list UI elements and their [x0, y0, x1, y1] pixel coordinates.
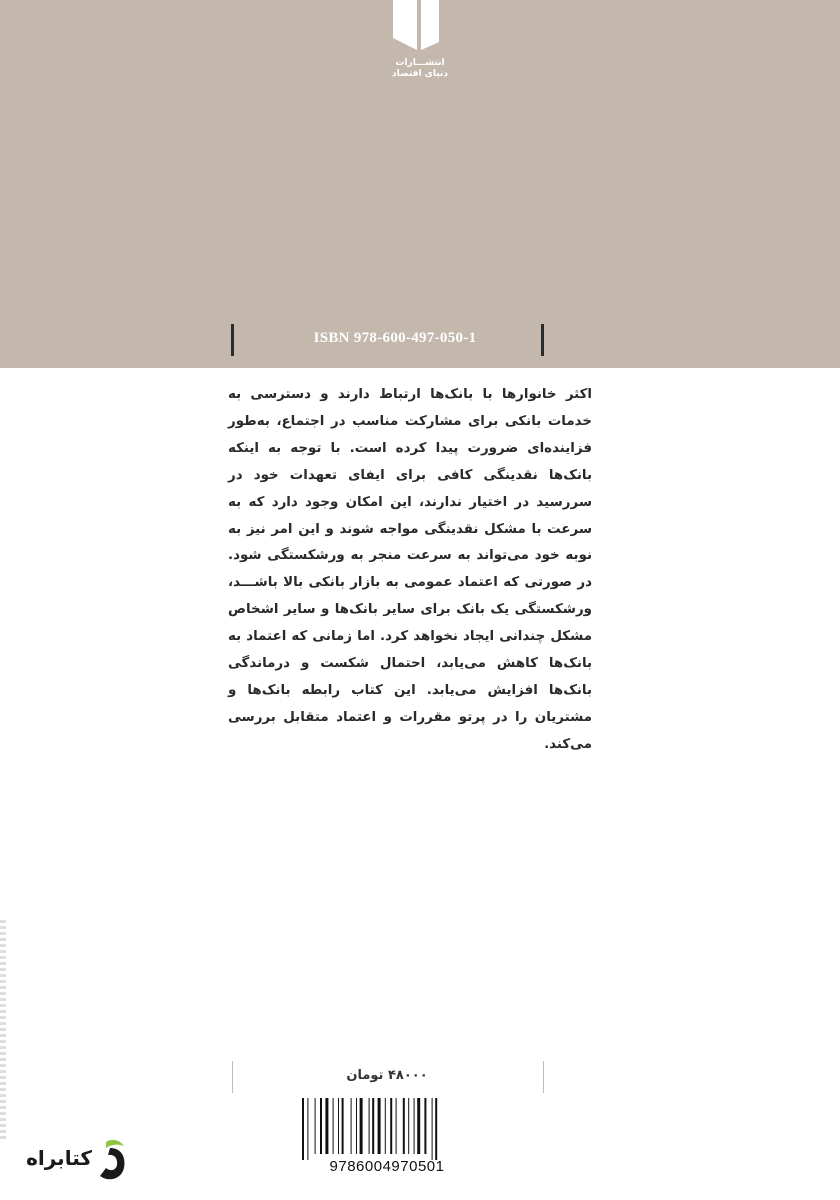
barcode-bar	[325, 1098, 328, 1154]
barcode-bar	[435, 1098, 437, 1160]
barcode-bar	[403, 1098, 405, 1154]
publisher-line-1: انتشـــارات	[395, 58, 445, 68]
barcode-bar	[390, 1098, 392, 1154]
barcode-bar	[396, 1098, 397, 1154]
isbn-right-bar	[541, 324, 544, 356]
barcode-bar	[356, 1098, 357, 1154]
watermark-text: کتابراه	[26, 1146, 92, 1170]
publisher-name	[360, 58, 480, 80]
barcode-bar	[414, 1098, 415, 1154]
barcode-bar	[369, 1098, 370, 1154]
barcode-bar	[333, 1098, 334, 1154]
barcode-digits: 9786004970501	[329, 1158, 445, 1175]
barcode-bar	[302, 1098, 304, 1160]
barcode-bar	[315, 1098, 316, 1154]
price-label: ۴۸۰۰۰ تومان	[346, 1068, 428, 1083]
barcode-bar	[424, 1098, 426, 1154]
barcode-bar	[378, 1098, 381, 1154]
publisher-logo-icon	[375, 0, 465, 95]
barcode-bar	[385, 1098, 386, 1154]
publisher-line-2: دنیای اقتصاد	[392, 69, 448, 79]
isbn-number: ISBN 978-600-497-050-1	[313, 330, 477, 346]
barcode-bar	[342, 1098, 344, 1154]
barcode-bar	[338, 1098, 339, 1154]
barcode-bar	[307, 1098, 308, 1160]
spine-edge-strip	[0, 920, 6, 1140]
barcode-bar	[372, 1098, 374, 1154]
barcode-bar	[417, 1098, 420, 1154]
barcode-bar	[432, 1098, 433, 1160]
isbn-left-bar	[231, 324, 234, 356]
back-cover-blurb: اکثر خانوارها با بانک‌ها ارتباط دارند و دسترسی به خدمات بانکی برای مشارکت مناسب در اجتماع، به‌طور فزاینده‌ای ضرورت پیدا کرده است. با توجه به اینکه بانک‌ها نقدینگی کافی برای ایفای تعهدات خود در سررسید در اختیار ندارند، این امکان وجود دارد که به سرعت با مشکل نقدینگی مواجه شوند و این امر نیز به نوبه خود می‌تواند به سرعت منجر به ورشکستگی شود. در صورتی که اعتماد عمومی به بازار بانکی بالا باشـــد، ورشکستگی یک بانک برای سایر بانک‌ها و سایر اشخاص مشکل چندانی ایجاد نخواهد کرد. اما زمانی که اعتماد به بانک‌ها کاهش می‌یابد، احتمال شکست و درماندگی بانک‌ها افزایش می‌یابد. این کتاب رابطه بانک‌ها و مشتریان را در پرتو مقررات و اعتماد متقابل بررسی می‌کند.	[228, 387, 592, 752]
barcode-bar	[351, 1098, 352, 1154]
barcode-icon	[300, 1098, 475, 1160]
barcode-bar	[320, 1098, 322, 1154]
barcode-bar	[408, 1098, 409, 1154]
barcode-bar	[360, 1098, 363, 1154]
